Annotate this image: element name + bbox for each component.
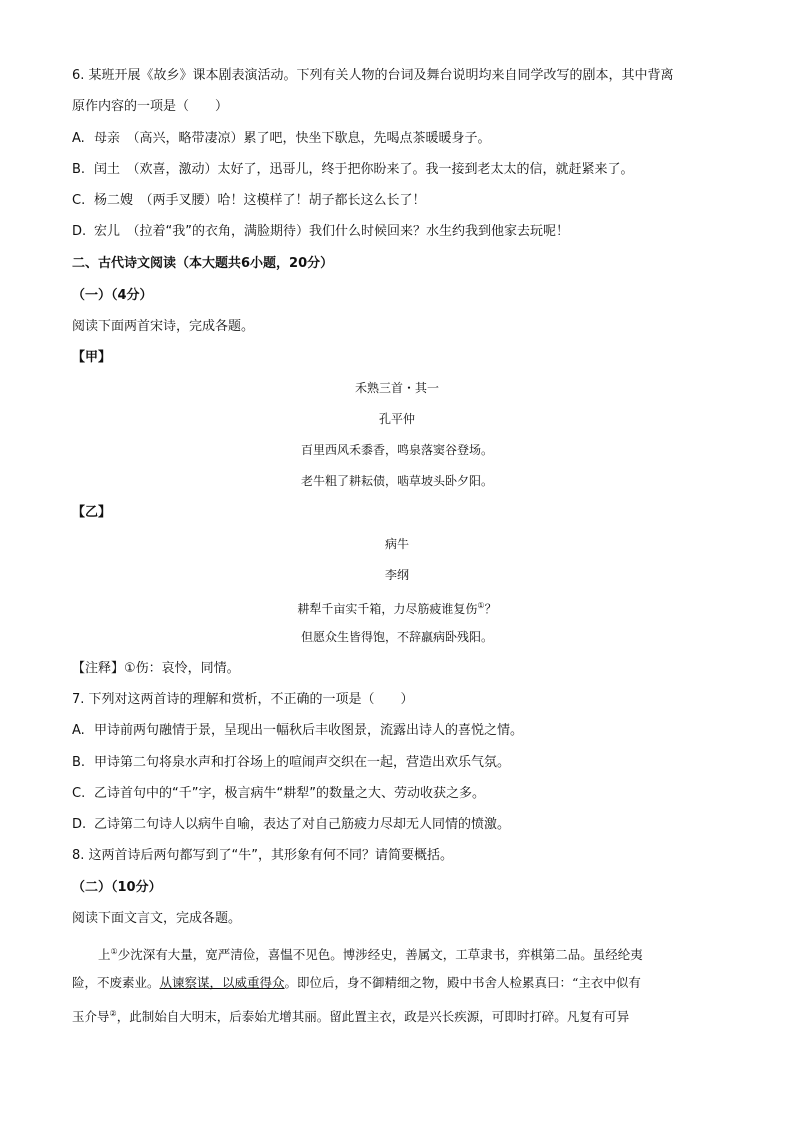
q6-option-b (72, 160, 634, 180)
classical-text: 玉介导 (72, 1009, 110, 1025)
poem-yi-title: 病牛 (384, 537, 409, 551)
q6-option-d (72, 222, 569, 242)
poem-yi-line1-end: ？ (484, 602, 497, 616)
q7-stem: 7. 下列对这两首诗的理解和赏析，不正确的一项是（ ） (72, 692, 414, 707)
underlined-sentence: 从谏察谋，以威重得众 (159, 975, 285, 990)
part1-instruction: 阅读下面两首宋诗，完成各题。 (72, 319, 255, 334)
poem-jia-tag: 【甲】 (72, 350, 112, 365)
option-label: B. (72, 162, 86, 177)
q7-option-b (72, 753, 510, 773)
option-text: 杨二嫂 （两手叉腰）哈！这模样了！胡子都长这么长了！ (94, 193, 426, 208)
annotation-note: 【注释】①伤：哀怜，同情。 (72, 661, 240, 676)
classical-text: 上 (98, 947, 111, 963)
q8-stem: 8. 这两首诗后两句都写到了“牛”，其形象有何不同？请简要概括。 (72, 848, 454, 863)
option-label: B. (72, 755, 86, 770)
footnote-marker: ① (110, 947, 118, 956)
classical-line3 (72, 1004, 722, 1027)
option-label: A. (72, 131, 85, 146)
footnote-marker: ② (109, 1009, 117, 1018)
option-label: C. (72, 193, 86, 208)
poem-yi-tag: 【乙】 (72, 505, 112, 520)
poem-yi-line1-text: 耕犁千亩实千箱，力尽筋疲谁复伤 (297, 602, 478, 616)
classical-text: 。即位后，身不御精细之物，殿中书舍人检累真曰：“主衣中似有 (284, 975, 641, 990)
classical-text: ，此制始自大明末，后泰始尤增其丽。留此置主衣，政是兴长疾源，可即时打碎。凡复有可异 (116, 1009, 630, 1025)
option-label: D. (72, 817, 87, 832)
option-text: 乙诗首句中的“千”字，极言病牛“耕犁”的数量之大、劳动收获之多。 (94, 786, 485, 801)
option-text: 甲诗第二句将泉水声和打谷场上的喧闹声交织在一起，营造出欢乐气氛。 (94, 755, 511, 770)
option-label: A. (72, 723, 85, 738)
poem-jia-author: 孔平仲 (378, 412, 415, 426)
option-text: 母亲 （高兴，略带凄凉）累了吧，快坐下歇息，先喝点茶暖暖身子。 (94, 131, 491, 146)
section2-heading: 二、古代诗文阅读（本大题共6小题，20分） (72, 256, 334, 271)
poem-jia-line2: 老牛粗了耕耘债，啮草坡头卧夕阳。 (300, 474, 493, 488)
option-text: 宏儿 （拉着“我”的衣角，满脸期待）我们什么时候回来？水生约我到他家去玩呢！ (94, 224, 569, 239)
option-text: 甲诗前两句融情于景，呈现出一幅秋后丰收图景，流露出诗人的喜悦之情。 (94, 723, 524, 738)
option-label: C. (72, 786, 86, 801)
part1-heading: （一）（4分） (72, 288, 153, 303)
option-text: 闰土 （欢喜，激动）太好了，迅哥儿，终于把你盼来了。我一接到老太太的信，就赶紧来了。 (94, 162, 634, 177)
option-label: D. (72, 224, 87, 239)
q6-stem-line2: 原作内容的一项是（ ） (72, 99, 229, 114)
poem-jia-line1: 百里西风禾黍香，鸣泉落窦谷登场。 (300, 443, 493, 457)
poem-yi-line1 (0, 596, 794, 619)
classical-line2 (72, 973, 722, 993)
classical-line1 (72, 942, 722, 965)
q7-option-d (72, 815, 510, 835)
poem-yi-line2: 但愿众生皆得饱，不辞羸病卧残阳。 (300, 630, 493, 644)
classical-text: 险，不废素业。 (72, 975, 160, 990)
q6-stem-line1: 6. 某班开展《故乡》课本剧表演活动。下列有关人物的台词及舞台说明均来自同学改写的剧本，其中背离 (72, 68, 674, 83)
footnote-marker: ① (477, 601, 485, 610)
q7-option-a (72, 721, 523, 741)
poem-yi-author: 李纲 (384, 568, 409, 582)
part2-heading: （二）（10分） (72, 880, 162, 895)
part2-instruction: 阅读下面文言文，完成各题。 (72, 911, 242, 926)
option-text: 乙诗第二句诗人以病牛自喻，表达了对自己筋疲力尽却无人同情的愤激。 (94, 817, 511, 832)
q6-option-c (72, 191, 426, 211)
q7-option-c (72, 784, 485, 804)
classical-text: 少沈深有大量，宽严清俭，喜愠不见色。博涉经史，善属文，工草隶书，弈棋第二品。虽经纶夷 (117, 947, 643, 963)
poem-jia-title: 禾熟三首・其一 (354, 381, 439, 395)
q6-option-a (72, 129, 491, 149)
